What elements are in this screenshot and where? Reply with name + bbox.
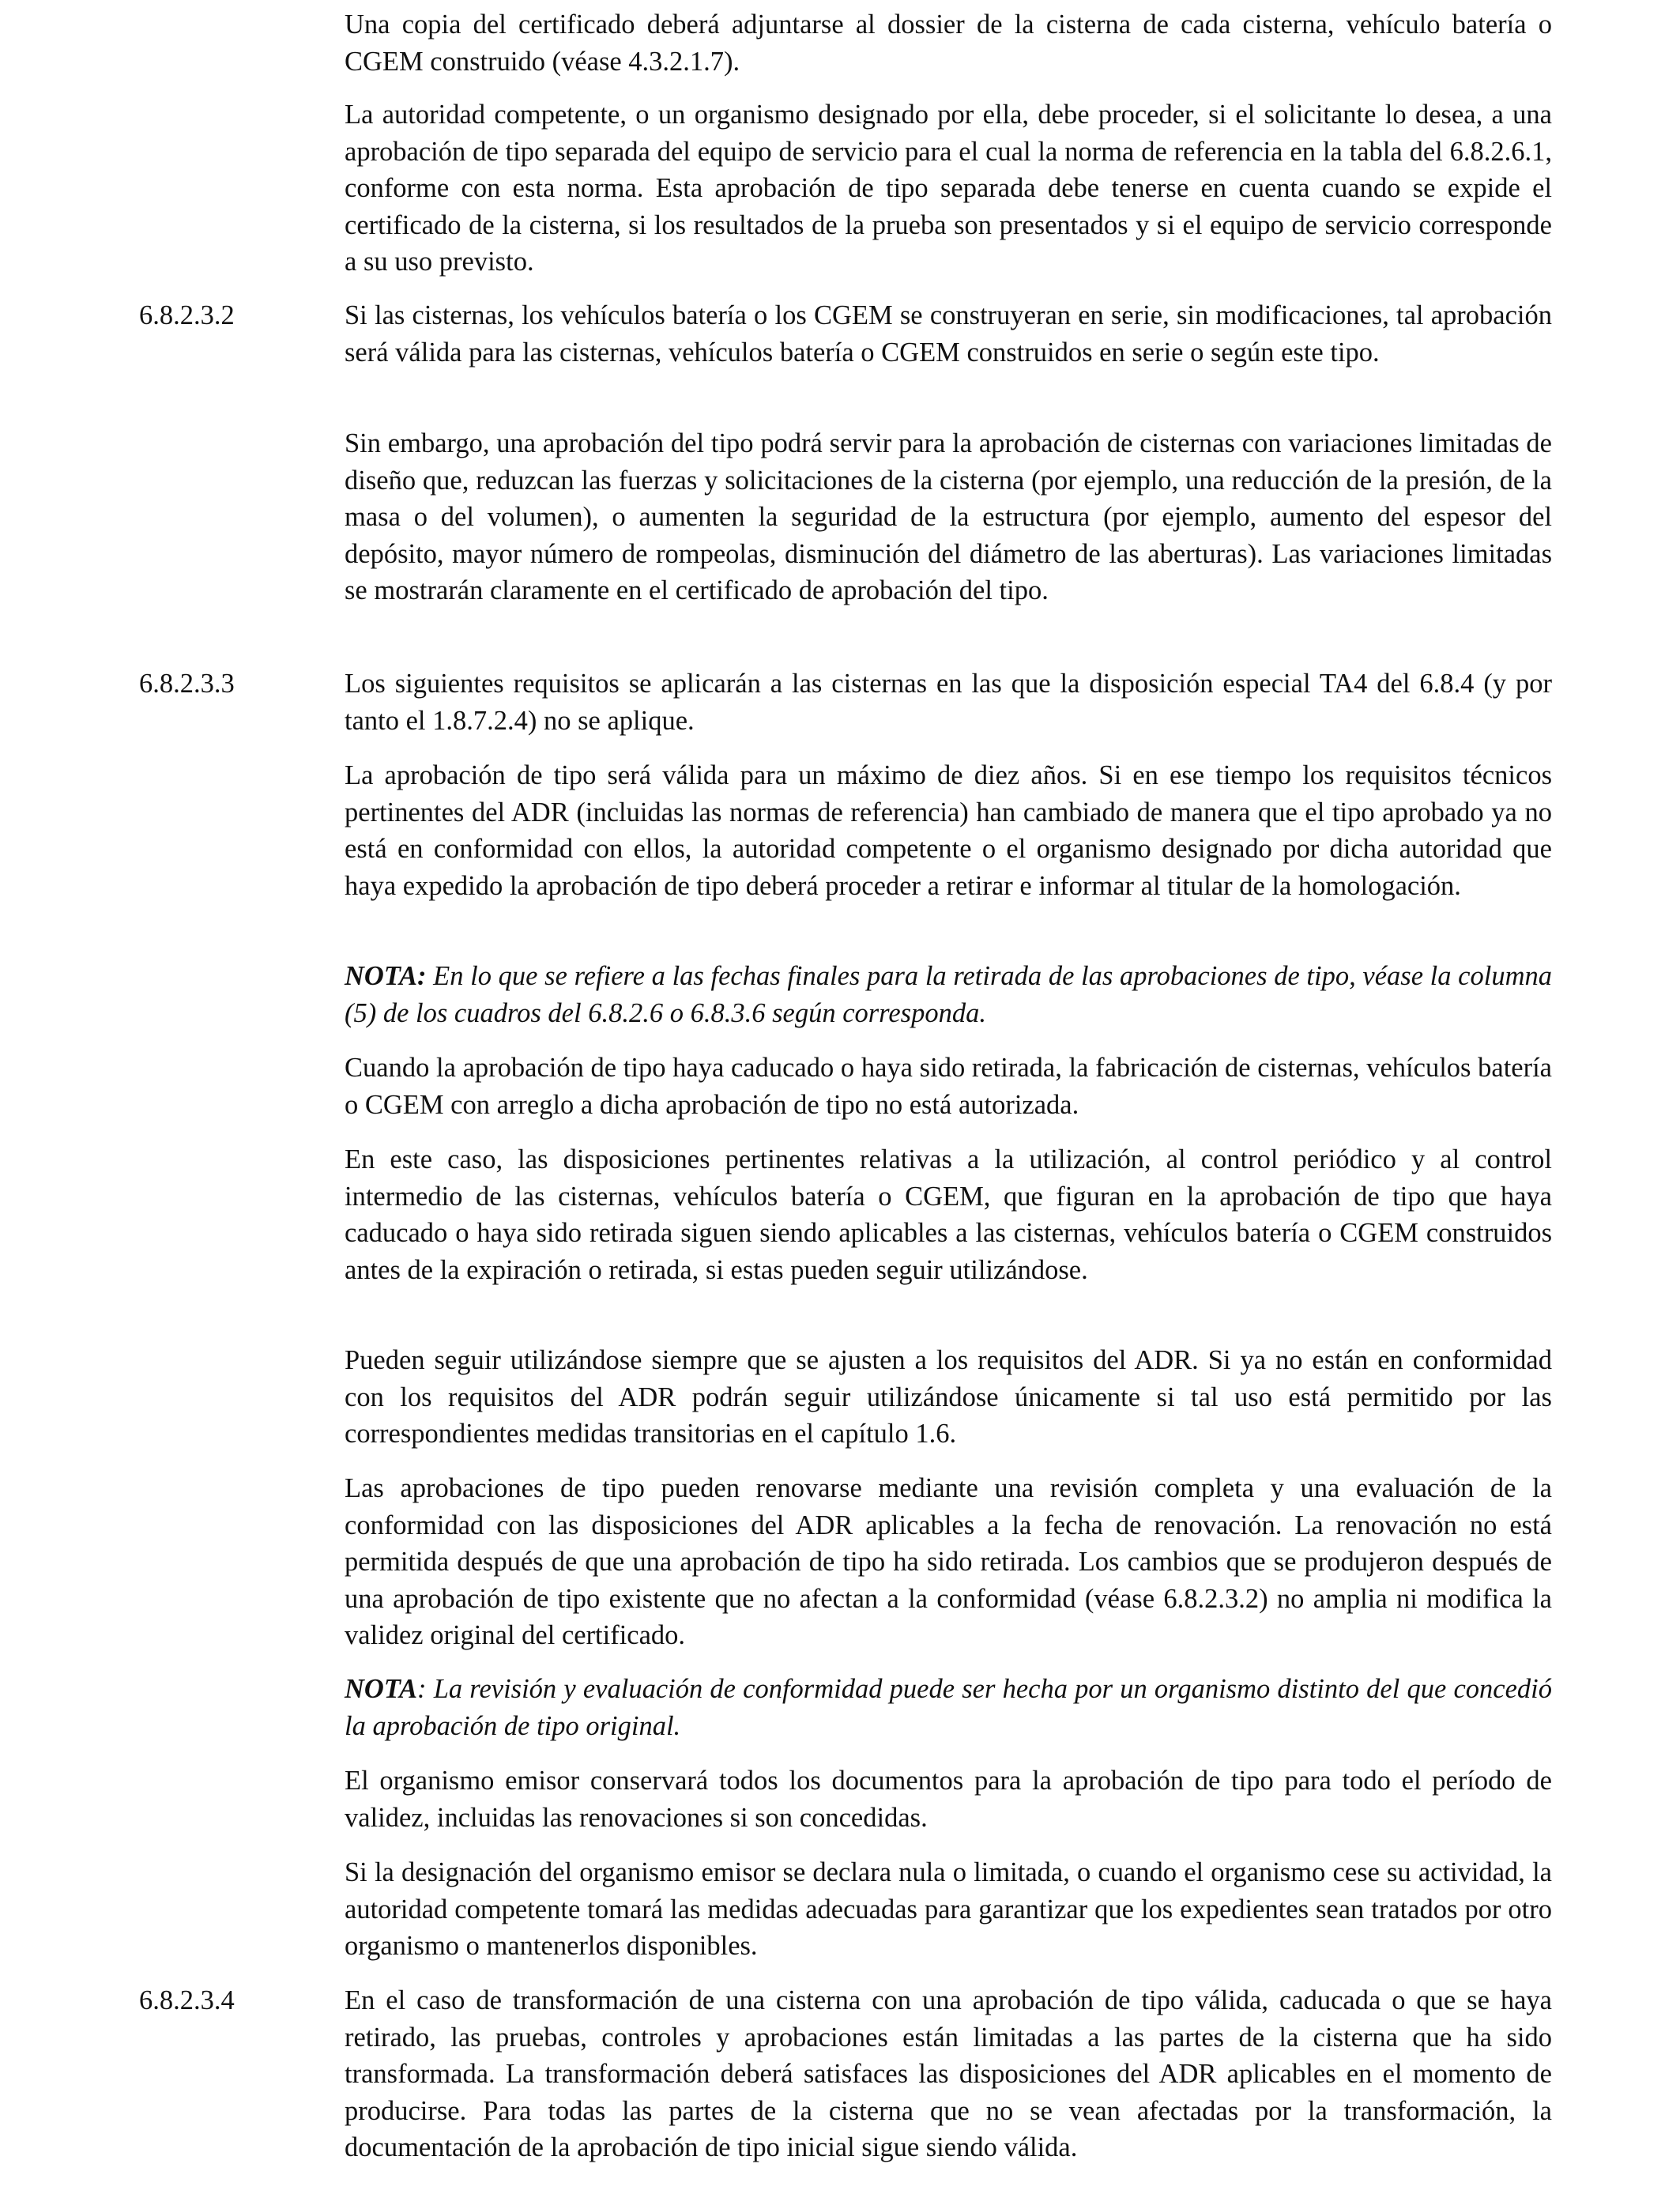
- section-number-6-8-2-3-4: 6.8.2.3.4: [139, 1985, 235, 2015]
- note-label: NOTA: [345, 1674, 418, 1704]
- note-review-evaluation: [345, 1671, 1552, 1744]
- paragraph-provisions-applicable: En este caso, las disposiciones pertinentes relativas a la utilización, al control periódico y al control intermedio de las cisternas, vehículos batería o CGEM, que figuran en la aprobación de tipo que haya caducado o haya sido retirada siguen siendo aplicables a las cisternas, vehículos batería o CGEM construidos antes de la expiración o retirada, si estas pueden seguir utilizándose.: [345, 1144, 1552, 1285]
- paragraph-continue-use: Pueden seguir utilizándose siempre que se ajusten a los requisitos del ADR. Si ya no están en conformidad con los requisitos del ADR podrán seguir utilizándose únicamente si tal uso está permitido por las correspondientes medidas transitorias en el capítulo 1.6.: [345, 1345, 1552, 1449]
- section-number-6-8-2-3-3: 6.8.2.3.3: [139, 669, 235, 699]
- section-number-6-8-2-3-2: 6.8.2.3.2: [139, 300, 235, 330]
- note-label: NOTA:: [345, 961, 427, 991]
- paragraph-certificate-copy: Una copia del certificado deberá adjuntarse al dossier de la cisterna de cada cisterna, vehículo batería o CGEM construido (véase 4.3.2.1.7).: [345, 9, 1552, 77]
- paragraph-renewal: Las aprobaciones de tipo pueden renovarse mediante una revisión completa y una evaluación de la conformidad con las disposiciones del ADR aplicables a la fecha de renovación. La renovación no está permitida después de que una aprobación de tipo ha sido retirada. Los cambios que se produjeron después de una aprobación de tipo existente que no afectan a la conformidad (véase 6.8.2.3.2) no amplia ni modifica la validez original del certificado.: [345, 1473, 1552, 1650]
- paragraph-validity-ten-years: La aprobación de tipo será válida para un máximo de diez años. Si en ese tiempo los requisitos técnicos pertinentes del ADR (incluidas las normas de referencia) han cambiado de manera que el tipo aprobado ya no está en conformidad con ellos, la autoridad competente o el organismo designado por dicha autoridad que haya expedido la aprobación de tipo deberá proceder a retirar e informar al titular de la homologación.: [345, 760, 1552, 901]
- paragraph-6-8-2-3-4: En el caso de transformación de una cisterna con una aprobación de tipo válida, caducada o que se haya retirado, las pruebas, controles y aprobaciones están limitadas a las partes de la cisterna que ha sido transformada. La transformación deberá satisfaces las disposiciones del ADR aplicables en el momento de producirse. Para todas las partes de la cisterna que no se vean afectadas por la transformación, la documentación de la aprobación de tipo inicial sigue siendo válida.: [345, 1985, 1552, 2162]
- paragraph-designation-null: Si la designación del organismo emisor se declara nula o limitada, o cuando el organismo cese su actividad, la autoridad competente tomará las medidas adecuadas para garantizar que los expedientes sean tratados por otro organismo o mantenerlos disponibles.: [345, 1857, 1552, 1961]
- paragraph-limited-variations: Sin embargo, una aprobación del tipo podrá servir para la aprobación de cisternas con variaciones limitadas de diseño que, reduzcan las fuerzas y solicitaciones de la cisterna (por ejemplo, una reducción de la presión, de la masa o del volumen), o aumenten la seguridad de la estructura (por ejemplo, aumento del espesor del depósito, mayor número de rompeolas, disminución del diámetro de las aberturas). Las variaciones limitadas se mostrarán claramente en el certificado de aprobación del tipo.: [345, 428, 1552, 605]
- paragraph-6-8-2-3-2: Si las cisternas, los vehículos batería o los CGEM se construyeran en serie, sin modificaciones, tal aprobación será válida para las cisternas, vehículos batería o CGEM construidos en serie o según este tipo.: [345, 300, 1552, 368]
- note-text: : La revisión y evaluación de conformidad puede ser hecha por un organismo distinto del que concedió la aprobación de tipo original.: [345, 1674, 1552, 1741]
- note-text: En lo que se refiere a las fechas finales para la retirada de las aprobaciones de tipo, véase la columna (5) de los cuadros del 6.8.2.6 o 6.8.3.6 según corresponda.: [345, 961, 1552, 1028]
- paragraph-separate-approval: La autoridad competente, o un organismo designado por ella, debe proceder, si el solicitante lo desea, a una aprobación de tipo separada del equipo de servicio para el cual la norma de referencia en la tabla del 6.8.2.6.1, conforme con esta norma. Esta aprobación de tipo separada debe tenerse en cuenta cuando se expide el certificado de la cisterna, si los resultados de la prueba son presentados y si el equipo de servicio corresponde a su uso previsto.: [345, 100, 1552, 277]
- paragraph-expired-approval: Cuando la aprobación de tipo haya caducado o haya sido retirada, la fabricación de cisternas, vehículos batería o CGEM con arreglo a dicha aprobación de tipo no está autorizada.: [345, 1053, 1552, 1120]
- note-final-dates: [345, 958, 1552, 1031]
- paragraph-document-retention: El organismo emisor conservará todos los documentos para la aprobación de tipo para todo el período de validez, incluidas las renovaciones si son concedidas.: [345, 1766, 1552, 1833]
- paragraph-6-8-2-3-3: Los siguientes requisitos se aplicarán a las cisternas en las que la disposición especial TA4 del 6.8.4 (y por tanto el 1.8.7.2.4) no se aplique.: [345, 669, 1552, 736]
